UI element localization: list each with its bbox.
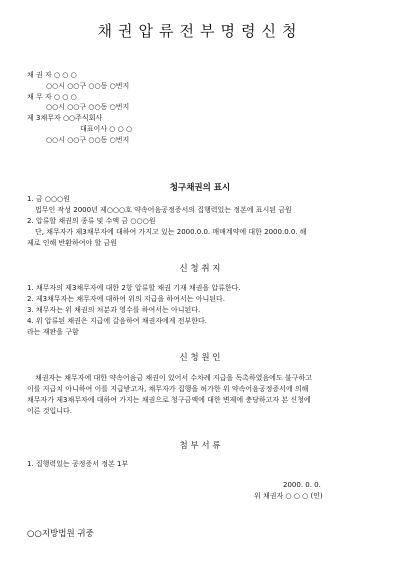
purpose-line-4: 4. 위 압류된 채권은 지급에 갈음하여 채권자에게 전부한다. [27, 317, 208, 325]
reason-line-1: 채권자는 채무자에 대한 약속어음금 채권이 있어서 수차례 지급을 독촉하였음에도 불구하고 [35, 374, 312, 382]
claim-line-3: 2. 압류할 채권의 종류 및 수액 금 ○○○원 [27, 217, 156, 225]
purpose-line-2: 2. 제3채무자는 채무자에 대하여 위의 지급을 하여서는 아니된다. [27, 295, 225, 303]
claim-heading: 청구채권의 표시 [169, 183, 231, 193]
claim-line-5: 제로 인해 반환하여야 할 금원 [27, 239, 118, 247]
claim-line-1: 1. 금 ○○○원 [27, 195, 70, 203]
document-date: 2000. 0. 0. [283, 481, 321, 489]
claim-line-4: 단, 채무자가 제3채무자에 대하여 가지고 있는 2000.0.0. 매매계약에 대한 2000.0.0. 해 [35, 228, 307, 236]
court-addressee: ○○지방법원 귀중 [27, 529, 94, 539]
reason-heading: 신 청 원 인 [179, 353, 221, 363]
reason-line-3: 채무자가 제3채무자에 대하여 가지는 채권으로 청구금액에 대한 변제에 충당하고자 본 신청에 [27, 396, 311, 404]
purpose-heading: 신 청 취 지 [179, 264, 221, 274]
reason-line-4: 이른 것입니다. [27, 407, 73, 415]
document-title: 채권압류전부명령신청 [97, 22, 303, 40]
purpose-line-5: 라는 재판을 구함 [27, 328, 79, 336]
reason-line-2: 이를 지급치 아니하여 이를 지급받고자, 채무자가 집행을 허가한 위 약속어음공정증서에 의해 [27, 385, 309, 393]
debtor-label: 채 무 자 ○ ○ ○ [27, 93, 77, 101]
third-debtor-label: 제 3채무자 ○○주식회사 [27, 114, 103, 122]
creditor-label: 채 권 자 ○ ○ ○ [27, 71, 77, 79]
purpose-line-1: 1. 채무자의 제3채무자에 대한 2항 압류할 채권 기재 채권을 압류한다. [27, 284, 241, 292]
third-debtor-address: ○○시 ○○구 ○○동 ○번지 [46, 136, 130, 144]
signer-line: 위 채권자 ○ ○ ○ (인) [254, 492, 323, 500]
debtor-address: ○○시 ○○구 ○○동 ○번지 [46, 103, 130, 111]
third-debtor-representative: 대표이사 ○ ○ ○ [80, 125, 133, 133]
claim-line-2: 법무인 작성 2000년 제○○○호 약속어음공정증서의 집행력있는 정본에 표시된 금원 [35, 206, 292, 214]
attachments-heading: 첨 부 서 류 [179, 441, 221, 451]
creditor-address: ○○시 ○○구 ○○동 ○번지 [46, 82, 130, 90]
attachments-line-1: 1. 집행력있는 공정증서 정본 1부 [27, 460, 129, 468]
purpose-line-3: 3. 채무자는 위 채권의 처분과 영수를 하여서는 아니된다. [27, 306, 201, 314]
